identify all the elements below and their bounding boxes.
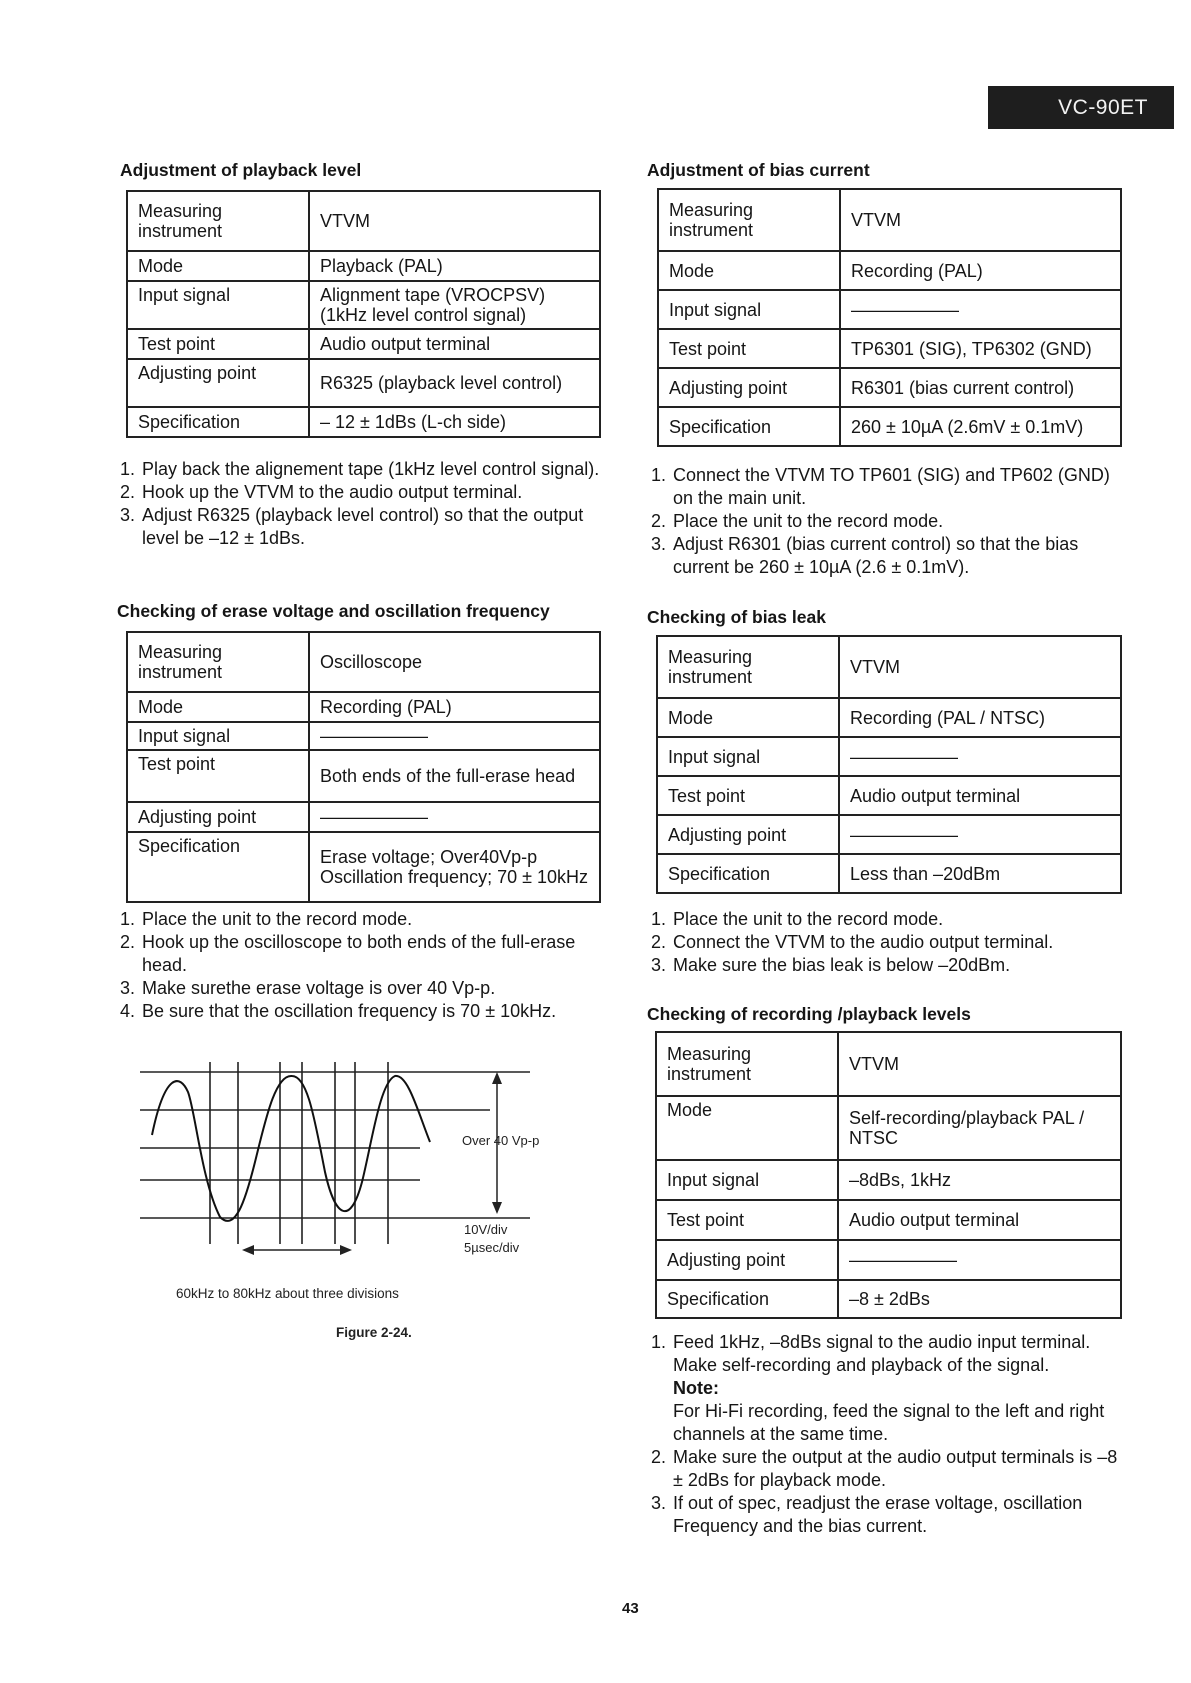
row-value: R6301 (bias current control) (840, 368, 1121, 407)
note-text: For Hi-Fi recording, feed the signal to the left and right channels at the same time. (673, 1401, 1105, 1444)
row-value: Audio output terminal (309, 329, 600, 359)
list-item: 2. Place the unit to the record mode. (651, 511, 944, 531)
figure-caption: Figure 2-24. (336, 1325, 412, 1340)
row-value: 260 ± 10µA (2.6mV ± 0.1mV) (840, 407, 1121, 446)
row-label: Adjusting point (657, 815, 839, 854)
row-label: Adjusting point (656, 1240, 838, 1280)
step-text: Feed 1kHz, –8dBs signal to the audio input terminal. Make self-recording and playback of the signal. (673, 1332, 1091, 1375)
table-row (127, 750, 600, 802)
list-item: 3. Make sure the bias leak is below –20dBm. (651, 955, 1011, 975)
row-value: Playback (PAL) (309, 251, 600, 281)
heading-playback-level: Adjustment of playback level (120, 160, 362, 180)
model-badge: VC-90ET (988, 86, 1174, 129)
row-value: Both ends of the full-erase head (309, 750, 600, 802)
steps-erase-voltage (120, 908, 610, 1023)
row-label: Measuring instrument (657, 636, 839, 698)
row-label: Input signal (656, 1160, 838, 1200)
row-value: —————— (839, 737, 1121, 776)
row-label: Measuring instrument (127, 632, 309, 692)
table-row (127, 281, 600, 329)
row-value: Oscilloscope (309, 632, 600, 692)
row-value: —————— (840, 290, 1121, 329)
row-label: Specification (127, 407, 309, 437)
steps-bias-current (651, 464, 1131, 579)
row-value: R6325 (playback level control) (309, 359, 600, 407)
row-value: VTVM (838, 1032, 1121, 1096)
list-item: 2. Connect the VTVM to the audio output terminal. (651, 932, 1054, 952)
step-text: If out of spec, readjust the erase voltage, oscillation Frequency and the bias current. (673, 1493, 1083, 1536)
row-value: – 12 ± 1dBs (L-ch side) (309, 407, 600, 437)
table-row (127, 191, 600, 251)
step-text: Place the unit to the record mode. (673, 511, 944, 531)
period-label: 60kHz to 80kHz about three divisions (176, 1286, 399, 1301)
step-text: Hook up the oscilloscope to both ends of the full-erase head. (142, 932, 576, 975)
steps-rec-playback (651, 1331, 1131, 1538)
period-arrow (242, 1245, 352, 1255)
table-row (127, 329, 600, 359)
table-row (657, 815, 1121, 854)
row-value: Alignment tape (VROCPSV) (1kHz level control signal) (309, 281, 600, 329)
row-value: —————— (309, 802, 600, 832)
table-row (127, 251, 600, 281)
table-row (656, 1096, 1121, 1160)
list-item: 1. Connect the VTVM TO TP601 (SIG) and TP602 (GND) on the main unit. (651, 465, 1110, 508)
step-text: Adjust R6301 (bias current control) so that the bias current be 260 ± 10µA (2.6 ± 0.1mV). (673, 534, 1079, 577)
heading-erase-voltage: Checking of erase voltage and oscillation frequency (117, 601, 550, 621)
row-label: Test point (127, 750, 309, 802)
row-label: Mode (656, 1096, 838, 1160)
list-item: 1. Feed 1kHz, –8dBs signal to the audio input terminal. Make self-recording and playback of the signal. Note: For Hi-Fi recording, feed the signal to the left and right channels at the same time. (651, 1331, 1131, 1446)
table-erase-voltage (126, 631, 601, 903)
list-item: 3. Adjust R6301 (bias current control) so that the bias current be 260 ± 10µA (2.6 ± 0.1mV). (651, 534, 1079, 577)
row-label: Input signal (657, 737, 839, 776)
row-label: Mode (127, 692, 309, 722)
row-label: Test point (657, 776, 839, 815)
step-text: Make surethe erase voltage is over 40 Vp-p. (142, 978, 496, 998)
row-value: –8 ± 2dBs (838, 1280, 1121, 1318)
list-item: 4. Be sure that the oscillation frequency is 70 ± 10kHz. (120, 1001, 557, 1021)
table-row (658, 407, 1121, 446)
tdiv-label: 5µsec/div (464, 1240, 520, 1255)
row-label: Mode (658, 251, 840, 290)
row-label: Adjusting point (658, 368, 840, 407)
list-item: 1. Play back the alignement tape (1kHz level control signal). (120, 459, 600, 479)
table-row (657, 698, 1121, 737)
table-bias-current (657, 188, 1122, 447)
table-row (656, 1240, 1121, 1280)
table-row (656, 1280, 1121, 1318)
step-text: Adjust R6325 (playback level control) so that the output level be –12 ± 1dBs. (142, 505, 584, 548)
table-row (127, 802, 600, 832)
row-value: Less than –20dBm (839, 854, 1121, 893)
heading-bias-current: Adjustment of bias current (647, 160, 870, 180)
table-row (657, 776, 1121, 815)
list-item: 3. Make surethe erase voltage is over 40 Vp-p. (120, 978, 496, 998)
row-label: Adjusting point (127, 359, 309, 407)
table-row (127, 692, 600, 722)
table-row (656, 1160, 1121, 1200)
list-item: 1. Place the unit to the record mode. (120, 909, 413, 929)
step-text: Make sure the output at the audio output terminals is –8 ± 2dBs for playback mode. (673, 1447, 1118, 1490)
row-value: Recording (PAL) (309, 692, 600, 722)
heading-rec-playback: Checking of recording /playback levels (647, 1004, 971, 1024)
table-row (127, 359, 600, 407)
table-rec-playback (655, 1031, 1122, 1319)
oscilloscope-figure (140, 1062, 560, 1342)
table-row (127, 407, 600, 437)
row-label: Measuring instrument (656, 1032, 838, 1096)
steps-playback-level (120, 458, 610, 550)
step-text: Be sure that the oscillation frequency is 70 ± 10kHz. (142, 1001, 557, 1021)
list-item: 2. Make sure the output at the audio output terminals is –8 ± 2dBs for playback mode. (651, 1447, 1118, 1490)
step-text: Play back the alignement tape (1kHz level control signal). (142, 459, 600, 479)
table-row (658, 251, 1121, 290)
table-row (658, 329, 1121, 368)
row-value: VTVM (309, 191, 600, 251)
step-text: Connect the VTVM to the audio output terminal. (673, 932, 1054, 952)
row-value: TP6301 (SIG), TP6302 (GND) (840, 329, 1121, 368)
table-bias-leak (656, 635, 1122, 894)
steps-bias-leak (651, 908, 1131, 977)
table-row (658, 189, 1121, 251)
list-item: 3. Adjust R6325 (playback level control) so that the output level be –12 ± 1dBs. (120, 505, 584, 548)
table-row (658, 368, 1121, 407)
row-value: Audio output terminal (839, 776, 1121, 815)
step-text: Hook up the VTVM to the audio output terminal. (142, 482, 523, 502)
row-value: —————— (309, 722, 600, 750)
row-label: Test point (658, 329, 840, 368)
row-label: Test point (127, 329, 309, 359)
row-label: Input signal (127, 722, 309, 750)
table-row (656, 1032, 1121, 1096)
step-text: Make sure the bias leak is below –20dBm. (673, 955, 1011, 975)
row-value: VTVM (840, 189, 1121, 251)
table-playback-level (126, 190, 601, 438)
table-row (657, 854, 1121, 893)
list-item: 2. Hook up the VTVM to the audio output terminal. (120, 482, 523, 502)
table-row (127, 722, 600, 750)
table-row (658, 290, 1121, 329)
row-value: –8dBs, 1kHz (838, 1160, 1121, 1200)
step-text: Connect the VTVM TO TP601 (SIG) and TP602 (GND) on the main unit. (673, 465, 1110, 508)
row-value: —————— (839, 815, 1121, 854)
table-row (657, 737, 1121, 776)
row-label: Mode (657, 698, 839, 737)
row-value: —————— (838, 1240, 1121, 1280)
row-label: Measuring instrument (127, 191, 309, 251)
table-row (656, 1200, 1121, 1240)
row-label: Measuring instrument (658, 189, 840, 251)
table-row (127, 832, 600, 902)
row-label: Specification (127, 832, 309, 902)
step-text: Place the unit to the record mode. (142, 909, 413, 929)
row-value: VTVM (839, 636, 1121, 698)
row-label: Input signal (658, 290, 840, 329)
list-item: 2. Hook up the oscilloscope to both ends of the full-erase head. (120, 932, 576, 975)
list-item: 1. Place the unit to the record mode. (651, 909, 944, 929)
amplitude-label: Over 40 Vp-p (462, 1133, 540, 1148)
row-label: Adjusting point (127, 802, 309, 832)
row-label: Input signal (127, 281, 309, 329)
row-value: Recording (PAL) (840, 251, 1121, 290)
note-label: Note: (673, 1378, 719, 1398)
row-label: Specification (658, 407, 840, 446)
page-number: 43 (622, 1600, 639, 1617)
heading-bias-leak: Checking of bias leak (647, 607, 826, 627)
row-value: Erase voltage; Over40Vp-p Oscillation frequency; 70 ± 10kHz (309, 832, 600, 902)
grid-lines (140, 1062, 530, 1244)
list-item: 3. If out of spec, readjust the erase voltage, oscillation Frequency and the bias current. (651, 1493, 1083, 1536)
row-value: Recording (PAL / NTSC) (839, 698, 1121, 737)
row-value: Self-recording/playback PAL / NTSC (838, 1096, 1121, 1160)
step-text: Place the unit to the record mode. (673, 909, 944, 929)
row-label: Test point (656, 1200, 838, 1240)
row-label: Specification (657, 854, 839, 893)
table-row (657, 636, 1121, 698)
vdiv-label: 10V/div (464, 1222, 508, 1237)
row-label: Specification (656, 1280, 838, 1318)
row-value: Audio output terminal (838, 1200, 1121, 1240)
table-row (127, 632, 600, 692)
row-label: Mode (127, 251, 309, 281)
